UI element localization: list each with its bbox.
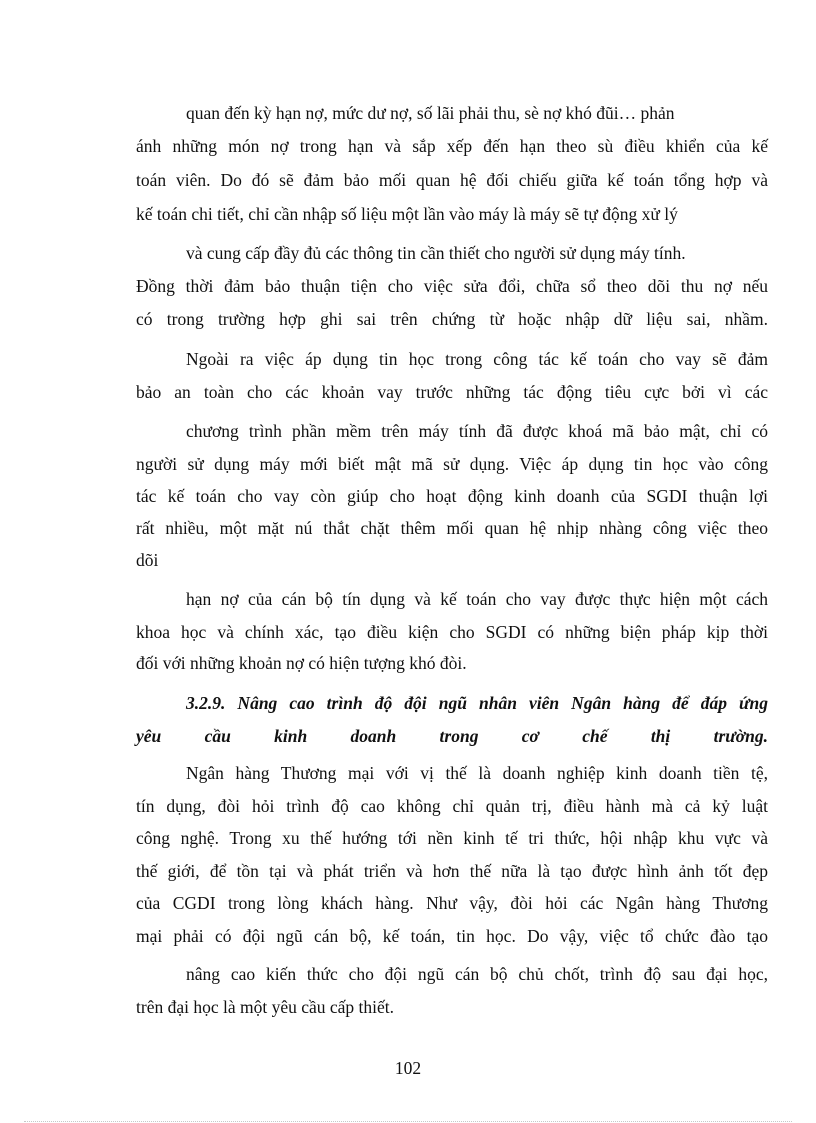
text-line: dõi — [136, 550, 159, 570]
text-line: toán viên. Do đó sẽ đảm bảo mối quan hệ đối chiếu giữa kế toán tổng hợp và — [136, 170, 768, 190]
text-line: hạn nợ của cán bộ tín dụng và kế toán cho vay được thực hiện một cách — [186, 589, 768, 609]
text-line: có trong trường hợp ghi sai trên chứng từ hoặc nhập dữ liệu sai, nhầm. — [136, 309, 768, 329]
text-line: và cung cấp đầy đủ các thông tin cần thiết cho người sử dụng máy tính. — [186, 243, 686, 263]
page-number: 102 — [394, 1058, 422, 1078]
text-line: ánh những món nợ trong hạn và sắp xếp đến hạn theo sù điều khiển của kế — [136, 136, 768, 156]
page-bottom-divider — [24, 1121, 792, 1122]
text-line: tín dụng, đòi hỏi trình độ cao không chỉ quản trị, điều hành mà cả kỷ luật — [136, 796, 768, 816]
text-line: người sử dụng máy mới biết mật mã sử dụng. Việc áp dụng tin học vào công — [136, 454, 768, 474]
text-line: công nghệ. Trong xu thế hướng tới nền kinh tế tri thức, hội nhập khu vực và — [136, 828, 768, 848]
text-line: Đồng thời đảm bảo thuận tiện cho việc sửa đổi, chữa sổ theo dõi thu nợ nếu — [136, 276, 768, 296]
section-heading: 3.2.9. Nâng cao trình độ đội ngũ nhân viên Ngân hàng để đáp ứng — [186, 693, 768, 713]
text-line: mại phải có đội ngũ cán bộ, kế toán, tin học. Do vậy, việc tổ chức đào tạo — [136, 926, 768, 946]
text-line: nâng cao kiến thức cho đội ngũ cán bộ chủ chốt, trình độ sau đại học, — [186, 964, 768, 984]
section-heading: yêu cầu kinh doanh trong cơ chế thị trường. — [136, 726, 768, 746]
text-line: kế toán chi tiết, chỉ cần nhập số liệu một lần vào máy là máy sẽ tự động xử lý — [136, 204, 678, 224]
text-line: quan đến kỳ hạn nợ, mức dư nợ, số lãi phải thu, sè nợ khó đũi… phản — [186, 103, 675, 123]
text-line: của CGDI trong lòng khách hàng. Như vậy, đòi hỏi các Ngân hàng Thương — [136, 893, 768, 913]
text-line: bảo an toàn cho các khoản vay trước những tác động tiêu cực bởi vì các — [136, 382, 768, 402]
text-line: chương trình phần mềm trên máy tính đã được khoá mã bảo mật, chỉ có — [186, 421, 768, 441]
text-line: thế giới, để tồn tại và phát triển và hơn thế nữa là tạo được hình ảnh tốt đẹp — [136, 861, 768, 881]
text-line: Ngân hàng Thương mại với vị thế là doanh nghiệp kinh doanh tiền tệ, — [186, 763, 768, 783]
text-line: tác kế toán cho vay còn giúp cho hoạt động kinh doanh của SGDI thuận lợi — [136, 486, 768, 506]
text-line: trên đại học là một yêu cầu cấp thiết. — [136, 997, 395, 1017]
text-line: rất nhiều, một mặt nú thắt chặt thêm mối quan hệ nhịp nhàng công việc theo — [136, 518, 768, 538]
text-line: Ngoài ra việc áp dụng tin học trong công tác kế toán cho vay sẽ đảm — [186, 349, 768, 369]
text-line: khoa học và chính xác, tạo điều kiện cho SGDI có những biện pháp kịp thời — [136, 622, 768, 642]
text-line: đối với những khoản nợ có hiện tượng khó đòi. — [136, 653, 467, 673]
